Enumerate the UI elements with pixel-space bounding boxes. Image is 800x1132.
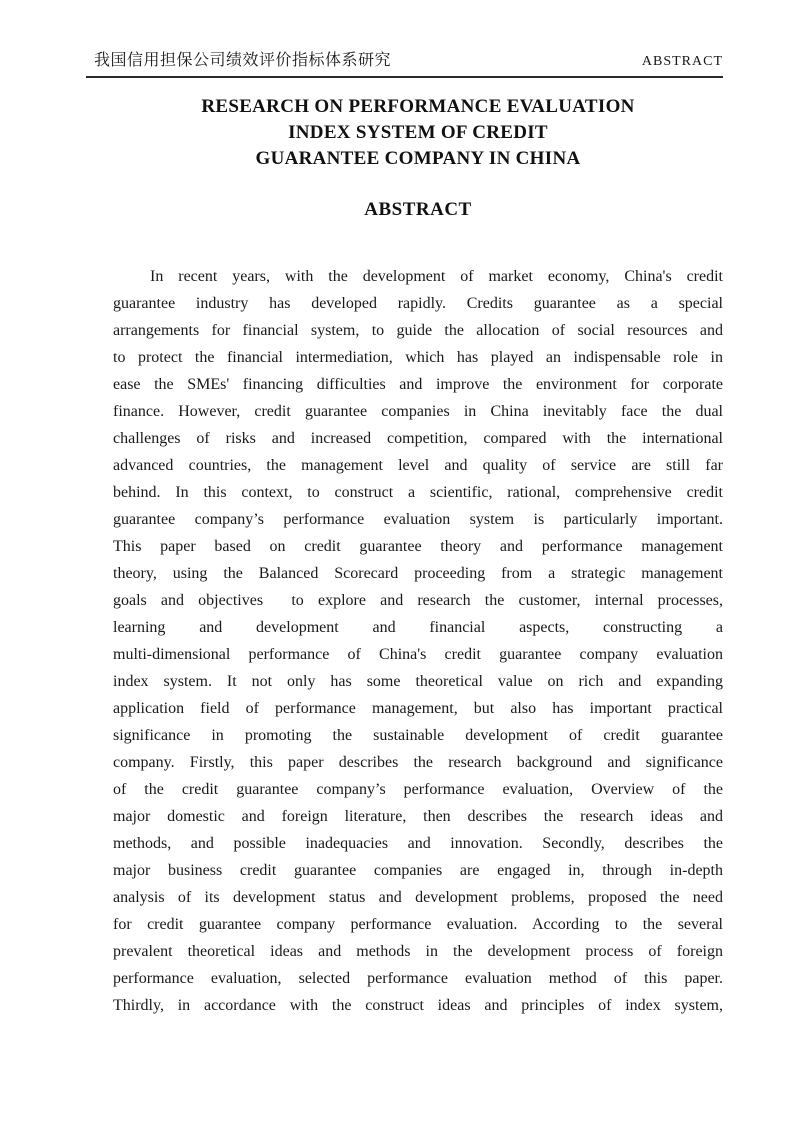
paragraph-line: This paper based on credit guarantee theory and performance management [113,538,723,555]
paragraph-line: of the credit guarantee company’s performance evaluation, Overview of the [113,781,723,798]
paragraph-line: challenges of risks and increased competition, compared with the international [113,430,723,447]
paragraph-line: methods, and possible inadequacies and innovation. Secondly, describes the [113,835,723,852]
paragraph-line: learning and development and financial aspects, constructing a [113,619,723,636]
paragraph-line: significance in promoting the sustainable development of credit guarantee [113,727,723,744]
paragraph-line: index system. It not only has some theoretical value on rich and expanding [113,673,723,690]
abstract-paragraph [113,263,723,1019]
abstract-heading: ABSTRACT [364,199,472,220]
paragraph-line: application field of performance management, but also has important practical [113,700,723,717]
document-title-line-2: INDEX SYSTEM OF CREDIT [288,122,548,143]
paragraph-line: guarantee company’s performance evaluation system is particularly important. [113,511,723,528]
paragraph-line: advanced countries, the management level and quality of service are still far [113,457,723,474]
paragraph-line: company. Firstly, this paper describes the research background and significance [113,754,723,771]
paragraph-line: multi-dimensional performance of China's credit guarantee company evaluation [113,646,723,663]
document-title-line-1: RESEARCH ON PERFORMANCE EVALUATION [201,96,635,117]
paragraph-line: In recent years, with the development of market economy, China's credit [150,268,723,285]
paragraph-line: goals and objectives to explore and research the customer, internal processes, [113,592,723,609]
paragraph-line: theory, using the Balanced Scorecard proceeding from a strategic management [113,565,723,582]
paragraph-line: major business credit guarantee companies are engaged in, through in-depth [113,862,723,879]
paragraph-line: behind. In this context, to construct a scientific, rational, comprehensive credit [113,484,723,501]
paragraph-line: analysis of its development status and development problems, proposed the need [113,889,723,906]
paragraph-line: performance evaluation, selected performance evaluation method of this paper. [113,970,723,987]
paragraph-line: arrangements for financial system, to guide the allocation of social resources and [113,322,723,339]
paragraph-line: ease the SMEs' financing difficulties and improve the environment for corporate [113,376,723,393]
paragraph-line: major domestic and foreign literature, then describes the research ideas and [113,808,723,825]
document-title-line-3: GUARANTEE COMPANY IN CHINA [255,148,581,169]
document-title [113,94,723,172]
paragraph-line: to protect the financial intermediation, which has played an indispensable role in [113,349,723,366]
paragraph-line: for credit guarantee company performance evaluation. According to the several [113,916,723,933]
running-header-section-label: ABSTRACT [641,54,723,69]
paragraph-line: guarantee industry has developed rapidly. Credits guarantee as a special [113,295,723,312]
paragraph-line: finance. However, credit guarantee companies in China inevitably face the dual [113,403,723,420]
running-header-title-cn: 我国信用担保公司绩效评价指标体系研究 [94,52,392,69]
running-header [86,50,723,78]
paragraph-line: prevalent theoretical ideas and methods in the development process of foreign [113,943,723,960]
paragraph-line: Thirdly, in accordance with the construct ideas and principles of index system, [113,997,723,1014]
